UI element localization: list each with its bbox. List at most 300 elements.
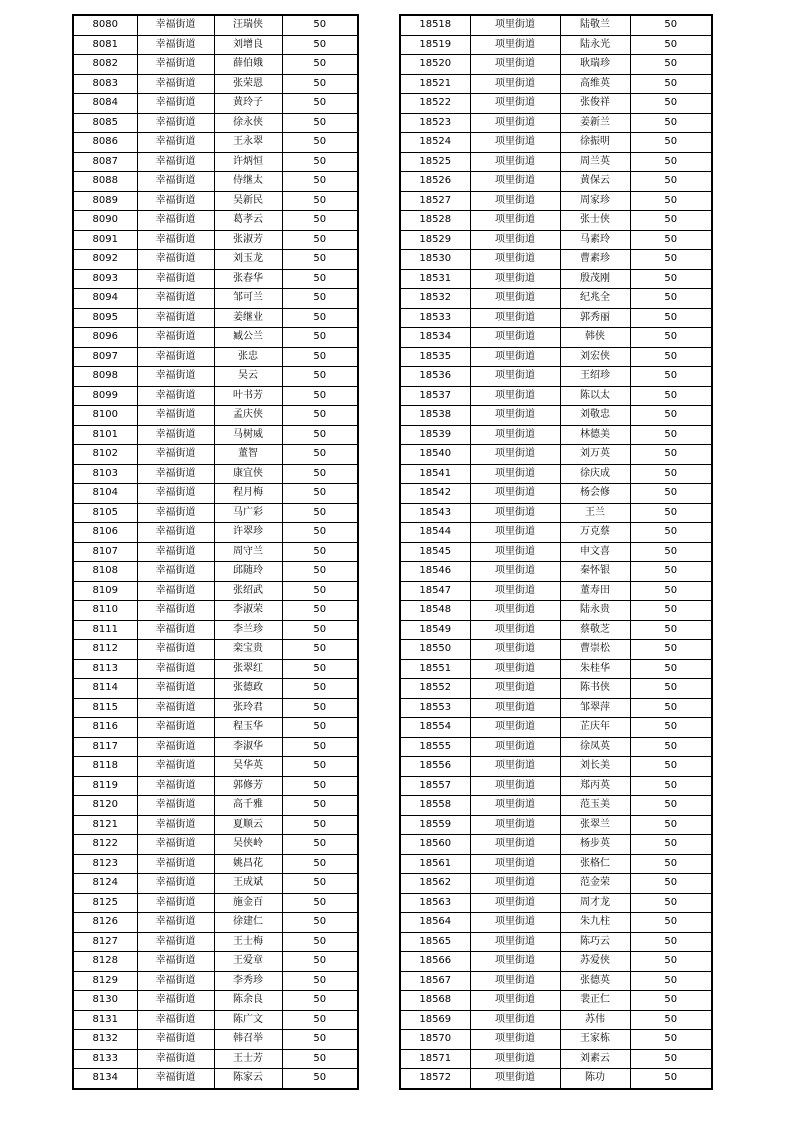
name-cell: 杨步英 (560, 835, 630, 855)
amount-cell: 50 (630, 815, 712, 835)
district-cell: 项里街道 (470, 133, 560, 153)
name-cell: 黄玲子 (214, 94, 282, 114)
serial-number-cell: 8124 (73, 874, 137, 894)
name-cell: 张翠红 (214, 659, 282, 679)
district-cell: 项里街道 (470, 269, 560, 289)
district-cell: 项里街道 (470, 15, 560, 35)
name-cell: 徐永侠 (214, 113, 282, 133)
table-row (400, 172, 712, 192)
amount-cell: 50 (282, 1049, 358, 1069)
amount-cell: 50 (630, 35, 712, 55)
name-cell: 叶书芳 (214, 386, 282, 406)
amount-cell: 50 (630, 211, 712, 231)
name-cell: 刘长美 (560, 757, 630, 777)
serial-number-cell: 8106 (73, 523, 137, 543)
district-cell: 幸福街道 (137, 35, 214, 55)
district-cell: 幸福街道 (137, 757, 214, 777)
amount-cell: 50 (630, 445, 712, 465)
district-cell: 幸福街道 (137, 445, 214, 465)
table-row (73, 601, 358, 621)
name-cell: 朱九柱 (560, 913, 630, 933)
district-cell: 项里街道 (470, 913, 560, 933)
district-cell: 幸福街道 (137, 1069, 214, 1089)
table-row (400, 94, 712, 114)
amount-cell: 50 (282, 113, 358, 133)
table-row (400, 932, 712, 952)
table-row (400, 503, 712, 523)
table-row (400, 737, 712, 757)
table-row (73, 913, 358, 933)
table-row (400, 815, 712, 835)
name-cell: 张格仁 (560, 854, 630, 874)
district-cell: 幸福街道 (137, 230, 214, 250)
serial-number-cell: 8132 (73, 1030, 137, 1050)
serial-number-cell: 8131 (73, 1010, 137, 1030)
table-row (73, 874, 358, 894)
table-row (400, 893, 712, 913)
table-row (73, 94, 358, 114)
name-cell: 周兰英 (560, 152, 630, 172)
serial-number-cell: 18557 (400, 776, 470, 796)
serial-number-cell: 18535 (400, 347, 470, 367)
amount-cell: 50 (282, 445, 358, 465)
name-cell: 邹可兰 (214, 289, 282, 309)
amount-cell: 50 (282, 74, 358, 94)
amount-cell: 50 (282, 854, 358, 874)
amount-cell: 50 (630, 74, 712, 94)
serial-number-cell: 18567 (400, 971, 470, 991)
name-cell: 吴新民 (214, 191, 282, 211)
district-cell: 项里街道 (470, 308, 560, 328)
district-cell: 项里街道 (470, 718, 560, 738)
name-cell: 徐凤英 (560, 737, 630, 757)
table-row (400, 406, 712, 426)
amount-cell: 50 (630, 835, 712, 855)
table-row (73, 1010, 358, 1030)
table-row (73, 211, 358, 231)
serial-number-cell: 18537 (400, 386, 470, 406)
serial-number-cell: 18569 (400, 1010, 470, 1030)
district-cell: 幸福街道 (137, 347, 214, 367)
table-row (400, 133, 712, 153)
name-cell: 王家栋 (560, 1030, 630, 1050)
district-cell: 项里街道 (470, 523, 560, 543)
district-cell: 幸福街道 (137, 113, 214, 133)
serial-number-cell: 8129 (73, 971, 137, 991)
amount-cell: 50 (630, 542, 712, 562)
serial-number-cell: 8083 (73, 74, 137, 94)
name-cell: 刘玉龙 (214, 250, 282, 270)
serial-number-cell: 18528 (400, 211, 470, 231)
district-cell: 幸福街道 (137, 601, 214, 621)
table-row (73, 776, 358, 796)
district-cell: 幸福街道 (137, 250, 214, 270)
amount-cell: 50 (630, 854, 712, 874)
table-row (73, 835, 358, 855)
district-cell: 项里街道 (470, 620, 560, 640)
serial-number-cell: 18524 (400, 133, 470, 153)
district-cell: 项里街道 (470, 347, 560, 367)
serial-number-cell: 18564 (400, 913, 470, 933)
table-row (73, 133, 358, 153)
district-cell: 项里街道 (470, 581, 560, 601)
name-cell: 黄保云 (560, 172, 630, 192)
amount-cell: 50 (282, 815, 358, 835)
amount-cell: 50 (630, 659, 712, 679)
table-row (400, 35, 712, 55)
table-row (73, 35, 358, 55)
district-cell: 项里街道 (470, 386, 560, 406)
amount-cell: 50 (282, 503, 358, 523)
serial-number-cell: 18534 (400, 328, 470, 348)
table-row (400, 464, 712, 484)
table-row (400, 15, 712, 35)
amount-cell: 50 (282, 152, 358, 172)
district-cell: 项里街道 (470, 406, 560, 426)
table-row (73, 718, 358, 738)
district-cell: 幸福街道 (137, 776, 214, 796)
table-row (73, 328, 358, 348)
name-cell: 董智 (214, 445, 282, 465)
district-cell: 项里街道 (470, 698, 560, 718)
serial-number-cell: 8081 (73, 35, 137, 55)
table-row (400, 776, 712, 796)
table-row (73, 952, 358, 972)
table-row (73, 796, 358, 816)
serial-number-cell: 8091 (73, 230, 137, 250)
amount-cell: 50 (630, 971, 712, 991)
district-cell: 幸福街道 (137, 269, 214, 289)
amount-cell: 50 (282, 1010, 358, 1030)
name-cell: 李淑华 (214, 737, 282, 757)
serial-number-cell: 18540 (400, 445, 470, 465)
serial-number-cell: 18525 (400, 152, 470, 172)
table-row (400, 620, 712, 640)
serial-number-cell: 8094 (73, 289, 137, 309)
amount-cell: 50 (630, 152, 712, 172)
amount-cell: 50 (282, 835, 358, 855)
serial-number-cell: 18568 (400, 991, 470, 1011)
table-row (400, 1049, 712, 1069)
left-table-body (73, 15, 358, 1089)
table-row (73, 55, 358, 75)
name-cell: 邱随玲 (214, 562, 282, 582)
table-row (400, 269, 712, 289)
table-row (73, 464, 358, 484)
table-row (400, 445, 712, 465)
name-cell: 姜新兰 (560, 113, 630, 133)
serial-number-cell: 18572 (400, 1069, 470, 1089)
name-cell: 范金荣 (560, 874, 630, 894)
name-cell: 姜继业 (214, 308, 282, 328)
amount-cell: 50 (282, 718, 358, 738)
amount-cell: 50 (282, 308, 358, 328)
table-row (400, 854, 712, 874)
name-cell: 苏爱侠 (560, 952, 630, 972)
amount-cell: 50 (630, 250, 712, 270)
serial-number-cell: 8096 (73, 328, 137, 348)
amount-cell: 50 (630, 94, 712, 114)
table-row (73, 581, 358, 601)
amount-cell: 50 (630, 698, 712, 718)
district-cell: 幸福街道 (137, 581, 214, 601)
name-cell: 陈家云 (214, 1069, 282, 1089)
district-cell: 幸福街道 (137, 406, 214, 426)
amount-cell: 50 (282, 230, 358, 250)
serial-number-cell: 8117 (73, 737, 137, 757)
amount-cell: 50 (630, 308, 712, 328)
serial-number-cell: 18533 (400, 308, 470, 328)
table-row (400, 74, 712, 94)
district-cell: 幸福街道 (137, 854, 214, 874)
serial-number-cell: 18530 (400, 250, 470, 270)
district-cell: 幸福街道 (137, 1010, 214, 1030)
serial-number-cell: 8134 (73, 1069, 137, 1089)
amount-cell: 50 (282, 1030, 358, 1050)
serial-number-cell: 18542 (400, 484, 470, 504)
name-cell: 马素玲 (560, 230, 630, 250)
serial-number-cell: 8082 (73, 55, 137, 75)
amount-cell: 50 (630, 874, 712, 894)
amount-cell: 50 (630, 893, 712, 913)
amount-cell: 50 (630, 133, 712, 153)
name-cell: 汪瑞侠 (214, 15, 282, 35)
name-cell: 陈余良 (214, 991, 282, 1011)
table-row (73, 113, 358, 133)
district-cell: 幸福街道 (137, 425, 214, 445)
table-row (73, 815, 358, 835)
name-cell: 吴云 (214, 367, 282, 387)
district-cell: 幸福街道 (137, 620, 214, 640)
district-cell: 幸福街道 (137, 971, 214, 991)
right-table (399, 14, 713, 1090)
amount-cell: 50 (282, 484, 358, 504)
serial-number-cell: 18562 (400, 874, 470, 894)
serial-number-cell: 8102 (73, 445, 137, 465)
amount-cell: 50 (630, 718, 712, 738)
serial-number-cell: 8085 (73, 113, 137, 133)
name-cell: 董寿田 (560, 581, 630, 601)
name-cell: 韩召举 (214, 1030, 282, 1050)
amount-cell: 50 (282, 133, 358, 153)
district-cell: 项里街道 (470, 289, 560, 309)
serial-number-cell: 18536 (400, 367, 470, 387)
amount-cell: 50 (282, 640, 358, 660)
amount-cell: 50 (282, 737, 358, 757)
table-row (400, 971, 712, 991)
serial-number-cell: 8089 (73, 191, 137, 211)
serial-number-cell: 8115 (73, 698, 137, 718)
amount-cell: 50 (282, 893, 358, 913)
name-cell: 王士梅 (214, 932, 282, 952)
amount-cell: 50 (630, 425, 712, 445)
district-cell: 项里街道 (470, 601, 560, 621)
serial-number-cell: 8128 (73, 952, 137, 972)
serial-number-cell: 8114 (73, 679, 137, 699)
table-row (400, 191, 712, 211)
serial-number-cell: 18560 (400, 835, 470, 855)
name-cell: 高维英 (560, 74, 630, 94)
table-row (73, 152, 358, 172)
district-cell: 幸福街道 (137, 796, 214, 816)
name-cell: 李秀珍 (214, 971, 282, 991)
serial-number-cell: 18529 (400, 230, 470, 250)
serial-number-cell: 8109 (73, 581, 137, 601)
district-cell: 项里街道 (470, 367, 560, 387)
table-row (73, 854, 358, 874)
table-row (73, 991, 358, 1011)
name-cell: 陆永光 (560, 35, 630, 55)
name-cell: 徐建仁 (214, 913, 282, 933)
serial-number-cell: 8097 (73, 347, 137, 367)
serial-number-cell: 8084 (73, 94, 137, 114)
table-row (400, 523, 712, 543)
amount-cell: 50 (282, 464, 358, 484)
serial-number-cell: 8110 (73, 601, 137, 621)
serial-number-cell: 8108 (73, 562, 137, 582)
name-cell: 韩侠 (560, 328, 630, 348)
amount-cell: 50 (282, 698, 358, 718)
table-row (400, 640, 712, 660)
amount-cell: 50 (630, 737, 712, 757)
serial-number-cell: 18518 (400, 15, 470, 35)
district-cell: 幸福街道 (137, 562, 214, 582)
serial-number-cell: 8080 (73, 15, 137, 35)
table-row (73, 250, 358, 270)
district-cell: 项里街道 (470, 835, 560, 855)
amount-cell: 50 (282, 211, 358, 231)
district-cell: 项里街道 (470, 328, 560, 348)
name-cell: 周守兰 (214, 542, 282, 562)
district-cell: 幸福街道 (137, 55, 214, 75)
table-row (400, 211, 712, 231)
name-cell: 张忠 (214, 347, 282, 367)
district-cell: 项里街道 (470, 893, 560, 913)
table-row (73, 386, 358, 406)
serial-number-cell: 8122 (73, 835, 137, 855)
serial-number-cell: 8090 (73, 211, 137, 231)
name-cell: 马广彩 (214, 503, 282, 523)
serial-number-cell: 8105 (73, 503, 137, 523)
district-cell: 项里街道 (470, 991, 560, 1011)
district-cell: 幸福街道 (137, 952, 214, 972)
table-row (400, 308, 712, 328)
district-cell: 幸福街道 (137, 328, 214, 348)
name-cell: 刘万英 (560, 445, 630, 465)
name-cell: 王爱章 (214, 952, 282, 972)
name-cell: 施金百 (214, 893, 282, 913)
serial-number-cell: 8123 (73, 854, 137, 874)
amount-cell: 50 (630, 269, 712, 289)
amount-cell: 50 (630, 932, 712, 952)
serial-number-cell: 18544 (400, 523, 470, 543)
amount-cell: 50 (630, 1030, 712, 1050)
name-cell: 孟庆侠 (214, 406, 282, 426)
name-cell: 程玉华 (214, 718, 282, 738)
amount-cell: 50 (630, 1010, 712, 1030)
table-row (400, 581, 712, 601)
name-cell: 许翠珍 (214, 523, 282, 543)
name-cell: 侍继太 (214, 172, 282, 192)
serial-number-cell: 18527 (400, 191, 470, 211)
serial-number-cell: 8093 (73, 269, 137, 289)
district-cell: 幸福街道 (137, 659, 214, 679)
table-row (400, 757, 712, 777)
name-cell: 朱桂华 (560, 659, 630, 679)
serial-number-cell: 8086 (73, 133, 137, 153)
amount-cell: 50 (282, 15, 358, 35)
district-cell: 幸福街道 (137, 737, 214, 757)
serial-number-cell: 18550 (400, 640, 470, 660)
district-cell: 幸福街道 (137, 191, 214, 211)
name-cell: 苏伟 (560, 1010, 630, 1030)
table-row (73, 523, 358, 543)
table-row (73, 367, 358, 387)
table-row (400, 328, 712, 348)
serial-number-cell: 8107 (73, 542, 137, 562)
district-cell: 项里街道 (470, 113, 560, 133)
district-cell: 项里街道 (470, 854, 560, 874)
name-cell: 万克蔡 (560, 523, 630, 543)
name-cell: 徐振明 (560, 133, 630, 153)
table-row (73, 484, 358, 504)
table-row (73, 932, 358, 952)
table-row (400, 1010, 712, 1030)
serial-number-cell: 18563 (400, 893, 470, 913)
district-cell: 项里街道 (470, 1069, 560, 1089)
amount-cell: 50 (282, 55, 358, 75)
district-cell: 项里街道 (470, 1030, 560, 1050)
district-cell: 项里街道 (470, 679, 560, 699)
table-row (73, 1069, 358, 1089)
district-cell: 项里街道 (470, 211, 560, 231)
table-row (73, 698, 358, 718)
serial-number-cell: 18546 (400, 562, 470, 582)
amount-cell: 50 (630, 991, 712, 1011)
name-cell: 夏顺云 (214, 815, 282, 835)
name-cell: 王士芳 (214, 1049, 282, 1069)
serial-number-cell: 18558 (400, 796, 470, 816)
amount-cell: 50 (630, 55, 712, 75)
name-cell: 葛孝云 (214, 211, 282, 231)
district-cell: 幸福街道 (137, 484, 214, 504)
table-row (400, 913, 712, 933)
district-cell: 项里街道 (470, 952, 560, 972)
table-row (400, 679, 712, 699)
name-cell: 王绍珍 (560, 367, 630, 387)
table-row (73, 74, 358, 94)
name-cell: 王成斌 (214, 874, 282, 894)
amount-cell: 50 (630, 757, 712, 777)
district-cell: 幸福街道 (137, 640, 214, 660)
name-cell: 陈书侠 (560, 679, 630, 699)
serial-number-cell: 18539 (400, 425, 470, 445)
name-cell: 陈功 (560, 1069, 630, 1089)
amount-cell: 50 (630, 230, 712, 250)
table-row (73, 191, 358, 211)
serial-number-cell: 8098 (73, 367, 137, 387)
amount-cell: 50 (282, 932, 358, 952)
amount-cell: 50 (282, 269, 358, 289)
table-row (400, 659, 712, 679)
amount-cell: 50 (282, 757, 358, 777)
serial-number-cell: 18556 (400, 757, 470, 777)
table-row (400, 542, 712, 562)
name-cell: 范玉美 (560, 796, 630, 816)
amount-cell: 50 (282, 425, 358, 445)
amount-cell: 50 (630, 1069, 712, 1089)
amount-cell: 50 (630, 406, 712, 426)
